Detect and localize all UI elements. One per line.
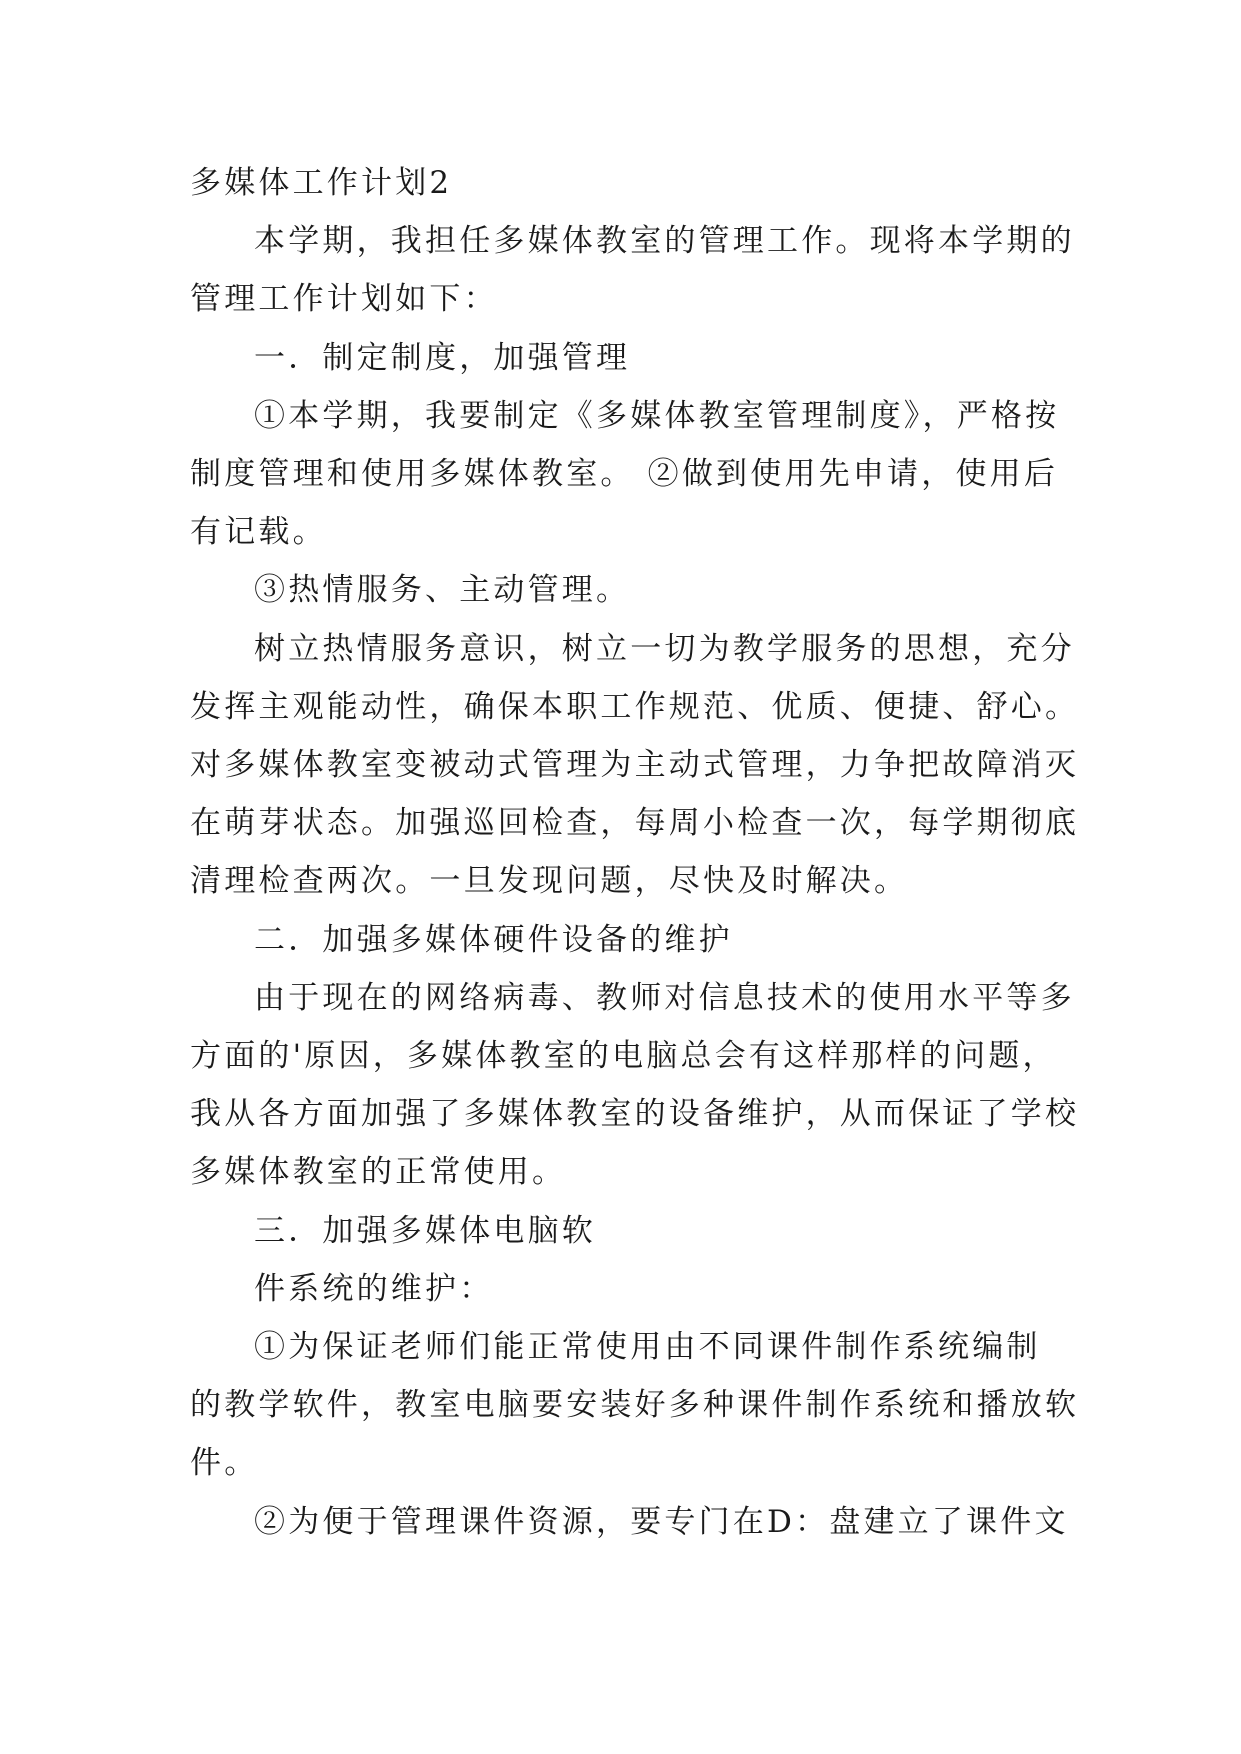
paragraph-line: ①为保证老师们能正常使用由不同课件制作系统编制 — [254, 1329, 1041, 1365]
paragraph-line: 对多媒体教室变被动式管理为主动式管理，力争把故障消灭 — [190, 747, 1080, 783]
paragraph-line: 有记载。 — [190, 514, 327, 550]
section-heading: 一．制定制度，加强管理 — [254, 340, 631, 376]
paragraph-line: 在萌芽状态。加强巡回检查，每周小检查一次，每学期彻底 — [190, 805, 1080, 841]
paragraph-line: 清理检查两次。一旦发现问题，尽快及时解决。 — [190, 863, 909, 899]
paragraph-line: ②为便于管理课件资源，要专门在D：盘建立了课件文 — [254, 1504, 1069, 1540]
paragraph-line: ①本学期，我要制定《多媒体教室管理制度》，严格按 — [254, 398, 1060, 434]
paragraph-line: 制度管理和使用多媒体教室。 ②做到使用先申请，使用后 — [190, 456, 1059, 492]
paragraph-line: 我从各方面加强了多媒体教室的设备维护，从而保证了学校 — [190, 1096, 1080, 1132]
paragraph-line: ③热情服务、主动管理。 — [254, 572, 631, 608]
paragraph-line: 件。 — [190, 1445, 259, 1481]
paragraph-line: 树立热情服务意识，树立一切为教学服务的思想，充分 — [254, 631, 1075, 667]
document-page — [190, 0, 1080, 1754]
paragraph-line: 件系统的维护： — [254, 1271, 494, 1307]
paragraph-line: 的教学软件，教室电脑要安装好多种课件制作系统和播放软 — [190, 1387, 1080, 1423]
section-heading: 二．加强多媒体硬件设备的维护 — [254, 922, 733, 958]
paragraph-line: 方面的'原因，多媒体教室的电脑总会有这样那样的问题， — [190, 1038, 1057, 1074]
paragraph-line: 发挥主观能动性，确保本职工作规范、优质、便捷、舒心。 — [190, 689, 1080, 725]
paragraph-line: 本学期，我担任多媒体教室的管理工作。现将本学期的 — [254, 223, 1075, 259]
paragraph-line: 管理工作计划如下： — [190, 281, 498, 317]
paragraph-line: 多媒体教室的正常使用。 — [190, 1154, 567, 1190]
document-title: 多媒体工作计划2 — [190, 165, 453, 201]
paragraph-line: 由于现在的网络病毒、教师对信息技术的使用水平等多 — [254, 980, 1075, 1016]
section-heading: 三．加强多媒体电脑软 — [254, 1213, 596, 1249]
